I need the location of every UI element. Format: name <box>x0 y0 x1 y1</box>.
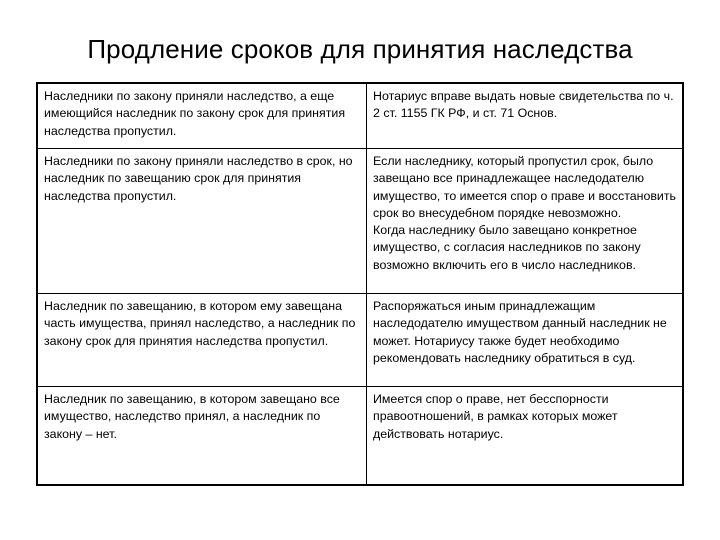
table <box>37 83 683 485</box>
table-row <box>38 84 683 149</box>
situation-cell: Наследник по завещанию, в котором ему завещана часть имущества, принял наследство, а наследник по закону срок для принятия наследства пропустил. <box>38 294 367 387</box>
consequence-text: Нотариус вправе выдать новые свидетельства по ч. 2 ст. 1155 ГК РФ, и ст. 71 Основ. <box>373 89 674 121</box>
page-title: Продление сроков для принятия наследства <box>87 34 633 64</box>
consequence-cell <box>367 149 683 294</box>
consequence-text: Если наследнику, который пропустил срок, было завещано все принадлежащее наследодателю имущество, то имеется спор о праве и восстановить срок во внесудебном порядке невозможно. <box>373 154 676 220</box>
consequence-text: Распоряжаться иным принадлежащим наследодателю имуществом данный наследник не может. Нотариусу также будет необходимо рекомендовать наследнику обратиться в суд. <box>373 299 667 365</box>
table-row <box>38 294 683 387</box>
situation-cell: Наследник по завещанию, в котором завещано все имущество, наследство принял, а наследник по закону – нет. <box>38 387 367 485</box>
consequence-text: Имеется спор о праве, нет бесспорности правоотношений, в рамках которых может действовать нотариус. <box>373 392 618 441</box>
consequence-cell <box>367 387 683 485</box>
consequence-cell <box>367 294 683 387</box>
situation-cell: Наследники по закону приняли наследство в срок, но наследник по завещанию срок для принятия наследства пропустил. <box>38 149 367 294</box>
consequence-cell <box>367 84 683 149</box>
table-row <box>38 149 683 294</box>
table-row <box>38 387 683 485</box>
inheritance-table <box>36 82 684 486</box>
situation-cell: Наследники по закону приняли наследство, а еще имеющийся наследник по закону срок для принятия наследства пропустил. <box>38 84 367 149</box>
consequence-text: Когда наследнику было завещано конкретное имущество, с согласия наследников по закону возможно включить его в число наследников. <box>373 223 641 272</box>
